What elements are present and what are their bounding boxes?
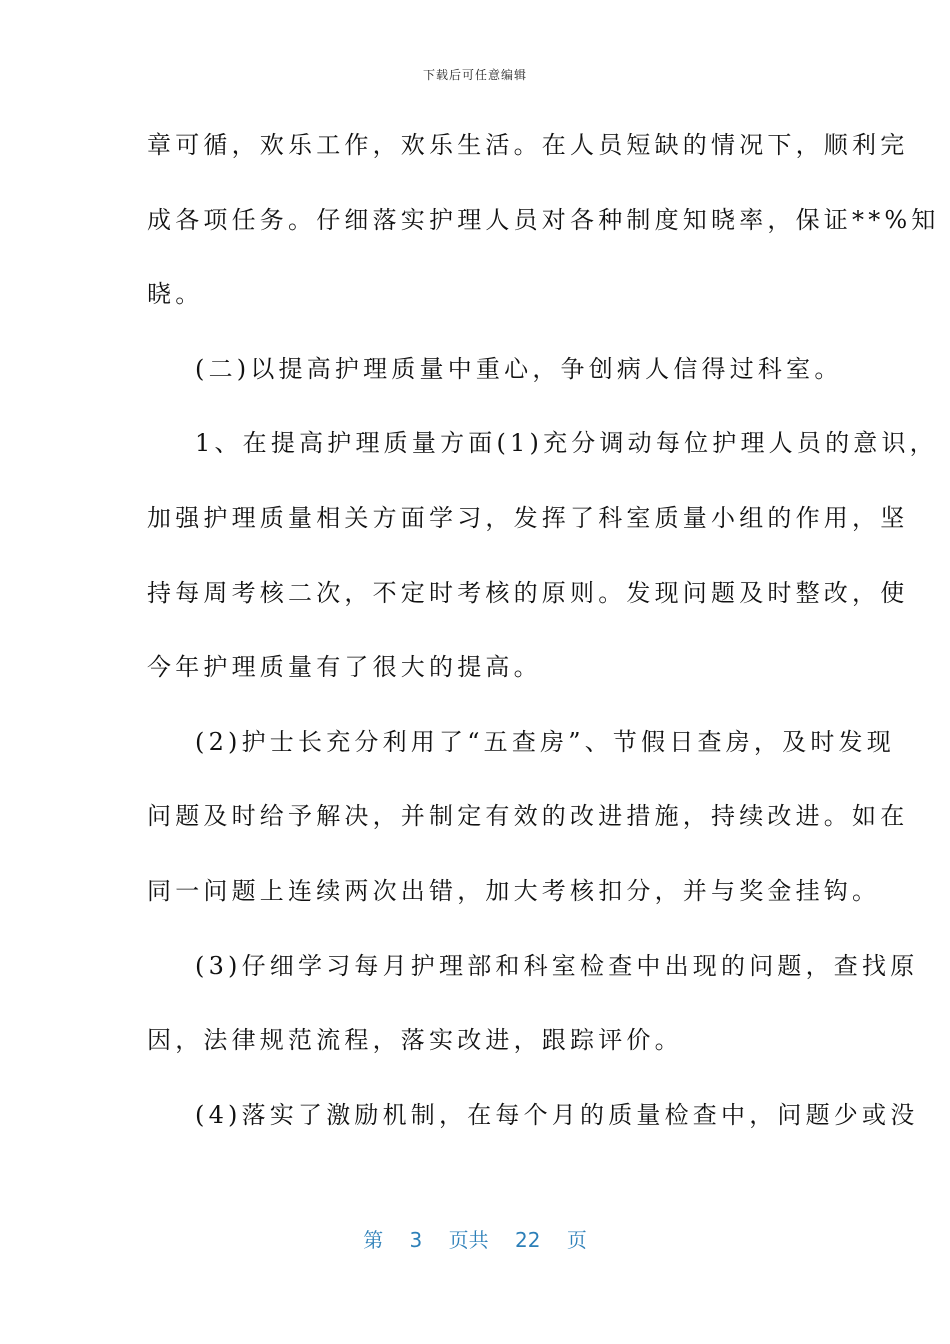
body-line: 1、在提高护理质量方面(1)充分调动每位护理人员的意识， [195, 429, 938, 458]
page-suffix: 页 [566, 1228, 587, 1252]
body-line: (4)落实了激励机制，在每个月的质量检查中，问题少或没 [195, 1100, 919, 1129]
body-line: (2)护士长充分利用了“五查房”、节假日查房，及时发现 [195, 727, 895, 756]
document-body [147, 108, 940, 1152]
body-line: 章可循，欢乐工作，欢乐生活。在人员短缺的情况下，顺利完 [147, 131, 909, 159]
body-line: 问题及时给予解决，并制定有效的改进措施，持续改进。如在 [147, 802, 909, 831]
body-line: 晓。 [147, 280, 204, 309]
download-note: 下载后可任意编辑 [422, 68, 527, 82]
body-line: 加强护理质量相关方面学习，发挥了科室质量小组的作用，坚 [147, 503, 909, 532]
body-line: 因，法律规范流程，落实改进，跟踪评价。 [147, 1026, 683, 1055]
total-pages: 22 [515, 1228, 541, 1252]
page-prefix: 第 [363, 1228, 384, 1252]
body-line: 今年护理质量有了很大的提高。 [147, 653, 542, 682]
section-heading: (二)以提高护理质量中重心，争创病人信得过科室。 [195, 354, 843, 383]
body-line: 持每周考核二次，不定时考核的原则。发现问题及时整改，使 [147, 578, 909, 607]
page-mid: 页共 [448, 1228, 489, 1252]
body-line: 成各项任务。仔细落实护理人员对各种制度知晓率，保证**%知 [147, 205, 940, 234]
page-number: 3 [409, 1228, 423, 1252]
body-line: 同一问题上连续两次出错，加大考核扣分，并与奖金挂钩。 [147, 876, 881, 905]
page-footer [0, 1224, 950, 1253]
body-line: (3)仔细学习每月护理部和科室检查中出现的问题，查找原 [195, 951, 919, 980]
